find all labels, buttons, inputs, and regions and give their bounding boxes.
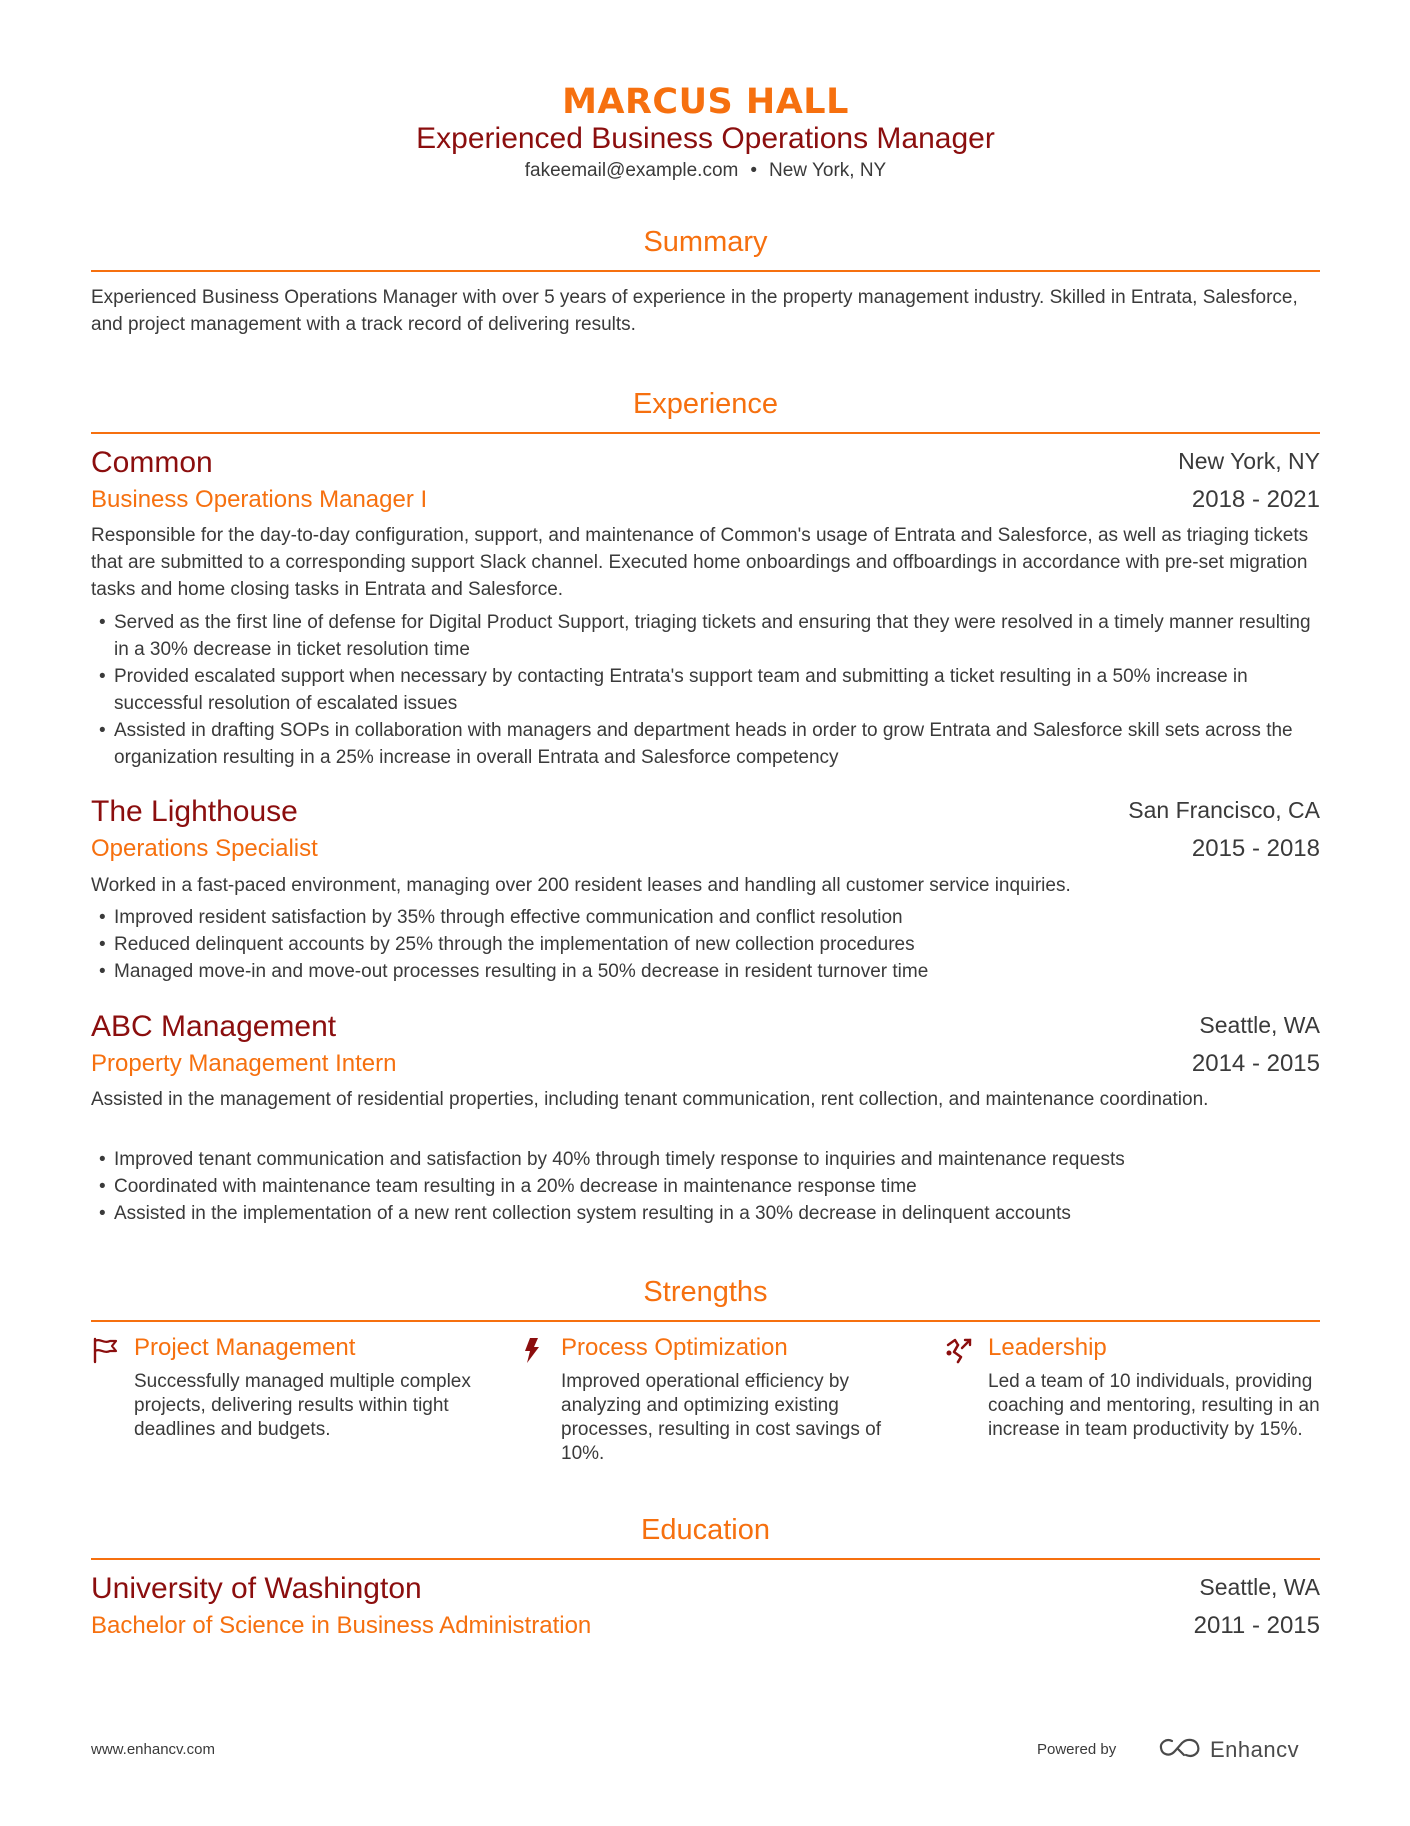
job-role: Business Operations Manager I — [91, 486, 428, 513]
candidate-name: MARCUS HALL — [562, 82, 849, 122]
job-location: Seattle, WA — [1199, 1012, 1320, 1038]
enhancv-logo-icon — [1158, 1736, 1202, 1765]
candidate-title: Experienced Business Operations Manager — [416, 122, 995, 155]
job-role: Property Management Intern — [91, 1050, 397, 1077]
job-description: Worked in a fast-paced environment, managing over 200 resident leases and handling all customer service inquiries. — [91, 875, 1071, 896]
list-item: • Assisted in the implementation of a new rent collection system resulting in a 30% decrease in delinquent accounts — [91, 1200, 1320, 1227]
list-item: • Coordinated with maintenance team resulting in a 20% decrease in maintenance response time — [91, 1173, 1320, 1200]
summary-heading: Summary — [643, 226, 768, 258]
footer-url[interactable]: www.enhancv.com — [91, 1741, 215, 1758]
flag-icon — [91, 1336, 119, 1364]
job-company: The Lighthouse — [91, 795, 298, 828]
education-divider — [91, 1558, 1320, 1560]
experience-heading: Experience — [632, 388, 779, 420]
list-item: • Managed move-in and move-out processes resulting in a 50% decrease in resident turnover time — [91, 958, 1320, 985]
lightning-icon — [518, 1336, 546, 1364]
job-dates: 2015 - 2018 — [1191, 835, 1320, 862]
list-item: • Improved resident satisfaction by 35% through effective communication and conflict resolution — [91, 904, 1320, 931]
job-company: Common — [91, 446, 213, 479]
job-bullets — [91, 609, 1320, 771]
strengths-heading: Strengths — [643, 1276, 768, 1308]
list-item: • Assisted in drafting SOPs in collaboration with managers and department heads in order to grow Entrata and Salesforce skill sets across the organization resulting in a 25% increase in overall Entrata and Salesforce competency — [91, 717, 1320, 771]
leadership-icon — [945, 1336, 973, 1364]
powered-by-label: Powered by — [1037, 1741, 1117, 1758]
strength-title: Project Management — [134, 1334, 356, 1361]
job-description: Assisted in the management of residential properties, including tenant communication, rent collection, and maintenance coordination. — [91, 1089, 1209, 1110]
job-bullets — [91, 1146, 1320, 1227]
summary-text: Experienced Business Operations Manager with over 5 years of experience in the property management industry. Skilled in Entrata, Salesforce, and project management with a track record of delivering results. — [91, 287, 1298, 335]
list-item: • Improved tenant communication and satisfaction by 40% through timely response to inquiries and maintenance requests — [91, 1146, 1320, 1173]
contact-separator: • — [750, 160, 757, 181]
education-dates: 2011 - 2015 — [1193, 1612, 1320, 1639]
strength-description: Improved operational efficiency by analyzing and optimizing existing processes, resulting in cost savings of 10%. — [561, 1371, 881, 1464]
summary-divider — [91, 270, 1320, 272]
education-degree: Bachelor of Science in Business Administration — [91, 1612, 592, 1639]
job-location: San Francisco, CA — [1128, 797, 1320, 823]
strength-description: Led a team of 10 individuals, providing coaching and mentoring, resulting in an increase in team productivity by 15%. — [988, 1371, 1320, 1440]
strength-description: Successfully managed multiple complex projects, delivering results within tight deadlines and budgets. — [134, 1371, 471, 1440]
list-item: • Provided escalated support when necessary by contacting Entrata's support team and submitting a ticket resulting in a 50% increase in successful resolution of escalated issues — [91, 663, 1320, 717]
list-item: • Served as the first line of defense for Digital Product Support, triaging tickets and ensuring that they were resolved in a timely manner resulting in a 30% decrease in ticket resolution time — [91, 609, 1320, 663]
job-company: ABC Management — [91, 1010, 337, 1043]
list-item: • Reduced delinquent accounts by 25% through the implementation of new collection procedures — [91, 931, 1320, 958]
contact-location: New York, NY — [769, 160, 887, 181]
strengths-divider — [91, 1320, 1320, 1322]
education-location: Seattle, WA — [1199, 1574, 1320, 1600]
education-heading: Education — [641, 1514, 770, 1546]
job-description: Responsible for the day-to-day configuration, support, and maintenance of Common's usage of Entrata and Salesforce, as well as triaging tickets that are submitted to a corresponding support Slack channel. Executed home onboardings and offboardings in accordance with pre-set migration tasks and home closing tasks in Entrata and Salesforce. — [91, 525, 1309, 600]
job-role: Operations Specialist — [91, 835, 318, 862]
job-dates: 2014 - 2015 — [1191, 1050, 1320, 1077]
job-location: New York, NY — [1178, 448, 1320, 474]
brand-name: Enhancv — [1210, 1737, 1300, 1762]
education-school: University of Washington — [91, 1572, 422, 1605]
experience-divider — [91, 432, 1320, 434]
contact-email[interactable]: fakeemail@example.com — [524, 160, 739, 181]
strength-title: Leadership — [988, 1334, 1107, 1361]
strength-title: Process Optimization — [561, 1334, 788, 1361]
contact-line — [91, 160, 1320, 182]
job-dates: 2018 - 2021 — [1191, 486, 1320, 513]
brand-logo[interactable] — [1158, 1730, 1299, 1770]
job-bullets — [91, 904, 1320, 985]
